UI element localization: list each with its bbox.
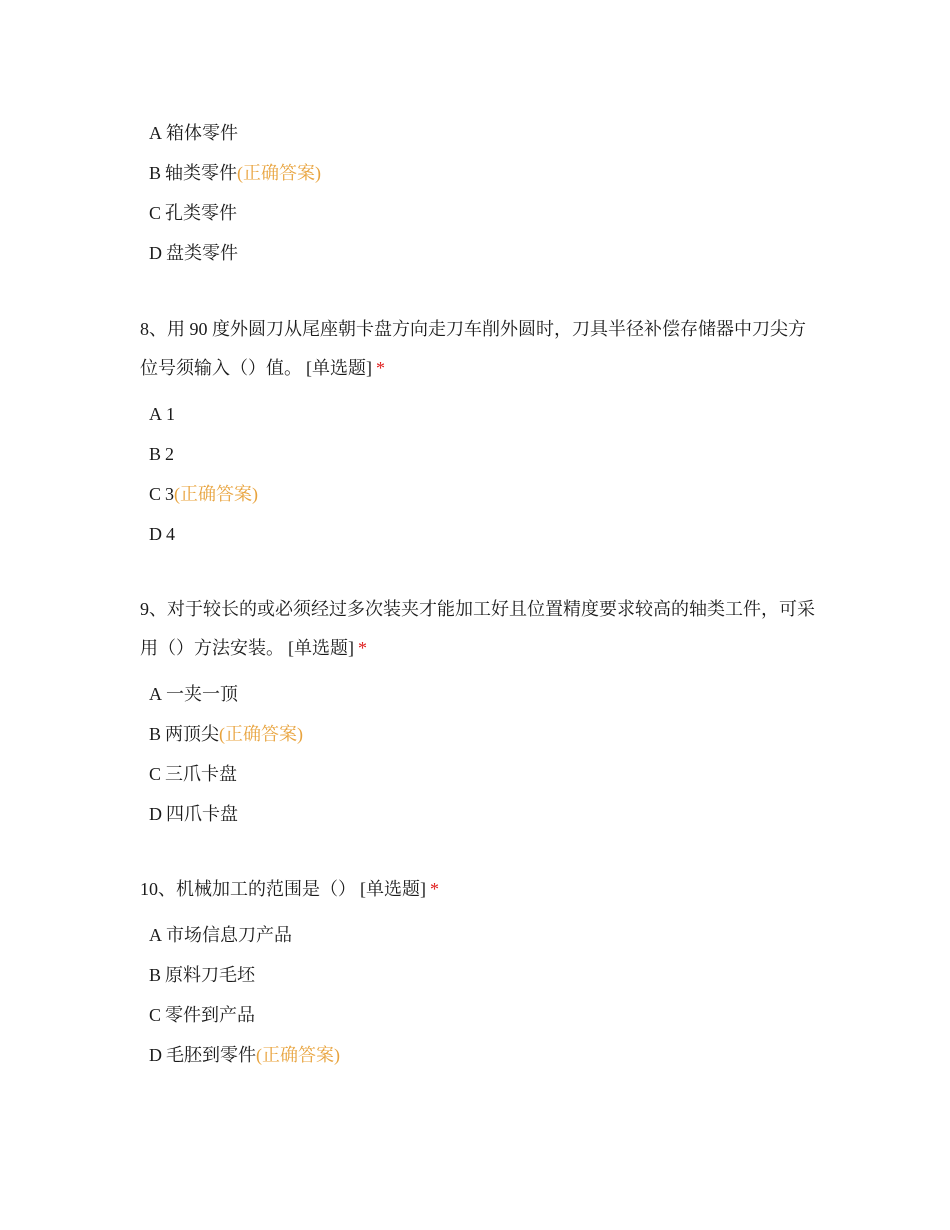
option-d[interactable] <box>140 514 820 554</box>
option-letter: C <box>149 203 162 223</box>
question-9 <box>140 590 820 834</box>
option-text: 四爪卡盘 <box>166 804 238 824</box>
option-letter: A <box>149 684 162 704</box>
option-d[interactable] <box>140 794 820 834</box>
question-text <box>140 870 820 909</box>
option-letter: D <box>149 243 162 263</box>
option-text: 箱体零件 <box>166 123 238 143</box>
option-letter: A <box>149 925 162 945</box>
option-text: 4 <box>166 524 175 544</box>
option-text: 一夹一顶 <box>166 684 238 704</box>
correct-answer-label: (正确答案) <box>256 1045 340 1065</box>
correct-answer-label: (正确答案) <box>237 163 322 183</box>
option-a[interactable] <box>140 674 820 714</box>
option-a[interactable] <box>140 915 820 955</box>
option-letter: D <box>149 524 162 544</box>
required-mark: * <box>376 358 385 378</box>
option-letter: C <box>149 764 162 784</box>
option-d[interactable] <box>140 233 820 273</box>
option-text: 2 <box>165 444 175 464</box>
option-text: 1 <box>166 404 175 424</box>
option-d[interactable] <box>140 1035 820 1075</box>
correct-answer-label: (正确答案) <box>174 484 259 504</box>
option-a[interactable] <box>140 394 820 434</box>
option-text: 孔类零件 <box>165 203 238 223</box>
question-title: 10、机械加工的范围是（） <box>140 879 356 899</box>
required-mark: * <box>430 879 439 899</box>
option-c[interactable] <box>140 193 820 233</box>
question-7 <box>140 113 820 273</box>
required-mark: * <box>358 638 367 658</box>
option-text: 3 <box>165 484 175 504</box>
option-text: 三爪卡盘 <box>165 764 238 784</box>
correct-answer-label: (正确答案) <box>219 724 304 744</box>
question-text <box>140 310 820 388</box>
option-c[interactable] <box>140 754 820 794</box>
option-letter: C <box>149 484 162 504</box>
option-b[interactable] <box>140 955 820 995</box>
option-letter: A <box>149 404 162 424</box>
question-8 <box>140 310 820 554</box>
option-letter: D <box>149 804 162 824</box>
option-a[interactable] <box>140 113 820 153</box>
question-title: 9、对于较长的或必须经过多次装夹才能加工好且位置精度要求较高的轴类工件，可采用（）方法安装。 <box>140 599 815 658</box>
option-letter: C <box>149 1005 162 1025</box>
option-letter: D <box>149 1045 162 1065</box>
option-text: 零件到产品 <box>165 1005 256 1025</box>
option-letter: B <box>149 444 162 464</box>
option-c[interactable] <box>140 995 820 1035</box>
option-text: 盘类零件 <box>166 243 238 263</box>
option-b[interactable] <box>140 714 820 754</box>
option-b[interactable] <box>140 434 820 474</box>
option-c[interactable] <box>140 474 820 514</box>
question-type-label: [单选题] <box>288 638 354 658</box>
question-title: 8、用 90 度外圆刀从尾座朝卡盘方向走刀车削外圆时，刀具半径补偿存储器中刀尖方位号须输入（）值。 <box>140 319 806 378</box>
question-10 <box>140 870 820 1075</box>
option-text: 毛胚到零件 <box>166 1045 256 1065</box>
option-letter: B <box>149 724 162 744</box>
question-type-label: [单选题] <box>360 879 426 899</box>
option-letter: A <box>149 123 162 143</box>
option-text: 轴类零件 <box>165 163 238 183</box>
option-text: 两顶尖 <box>165 724 220 744</box>
option-text: 市场信息刀产品 <box>166 925 292 945</box>
question-text <box>140 590 820 668</box>
option-letter: B <box>149 965 162 985</box>
option-b[interactable] <box>140 153 820 193</box>
option-letter: B <box>149 163 162 183</box>
question-type-label: [单选题] <box>306 358 372 378</box>
option-text: 原料刀毛坯 <box>165 965 256 985</box>
